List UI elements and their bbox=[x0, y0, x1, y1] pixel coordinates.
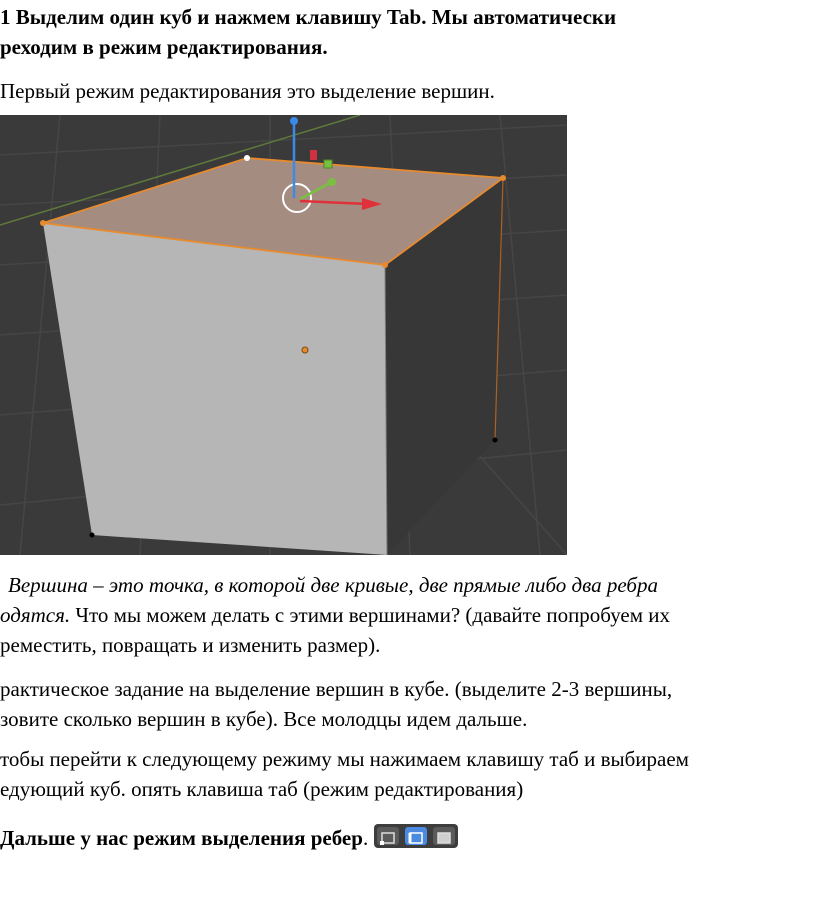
blender-viewport-screenshot bbox=[0, 115, 567, 555]
edges-bold-text: Дальше у нас режим выделения ребер bbox=[0, 826, 363, 850]
cube-front-face bbox=[43, 223, 387, 555]
task-line-1: рактическое задание на выделение вершин в кубе. (выделите 2-3 вершины, bbox=[0, 677, 673, 701]
edge-select-icon bbox=[405, 827, 427, 845]
definition-question: Что мы можем делать с этими вершинами? (давайте попробуем их bbox=[70, 603, 671, 627]
vertex bbox=[244, 155, 250, 161]
edges-line bbox=[0, 824, 458, 851]
next-line-2: едующий куб. опять клавиша таб (режим редактирования) bbox=[0, 777, 524, 801]
cube-edit-mode-image bbox=[0, 115, 567, 555]
definition-line-1 bbox=[0, 572, 658, 598]
intro-text: Первый режим редактирования это выделение вершин. bbox=[0, 79, 495, 103]
heading-line-1: 1 Выделим один куб и нажмем клавишу Tab. Мы автоматически bbox=[0, 5, 617, 29]
definition-line-2 bbox=[0, 602, 670, 628]
heading-line-2: реходим в режим редактирования. bbox=[0, 35, 328, 59]
definition-italic: Вершина – это точка, в которой две кривые, две прямые либо два ребра bbox=[8, 573, 658, 597]
definition-line-3: реместить, повращать и изменить размер). bbox=[0, 633, 381, 657]
definition-italic-end: одятся. bbox=[0, 603, 71, 627]
face-select-icon bbox=[433, 827, 455, 845]
next-line-1: тобы перейти к следующему режиму мы нажимаем клавишу таб и выбираем bbox=[0, 747, 689, 771]
vertex bbox=[382, 262, 388, 268]
vertex-select-icon bbox=[377, 827, 399, 845]
task-line-2: зовите сколько вершин в кубе). Все молодцы идем дальше. bbox=[0, 707, 528, 731]
vertex bbox=[40, 220, 46, 226]
vertex bbox=[500, 175, 506, 181]
select-mode-icons bbox=[374, 824, 458, 848]
origin-point bbox=[302, 347, 308, 353]
edges-tail: . bbox=[362, 826, 369, 850]
vertex bbox=[493, 438, 498, 443]
vertex bbox=[90, 533, 95, 538]
gizmo-plane-handle bbox=[310, 150, 317, 160]
